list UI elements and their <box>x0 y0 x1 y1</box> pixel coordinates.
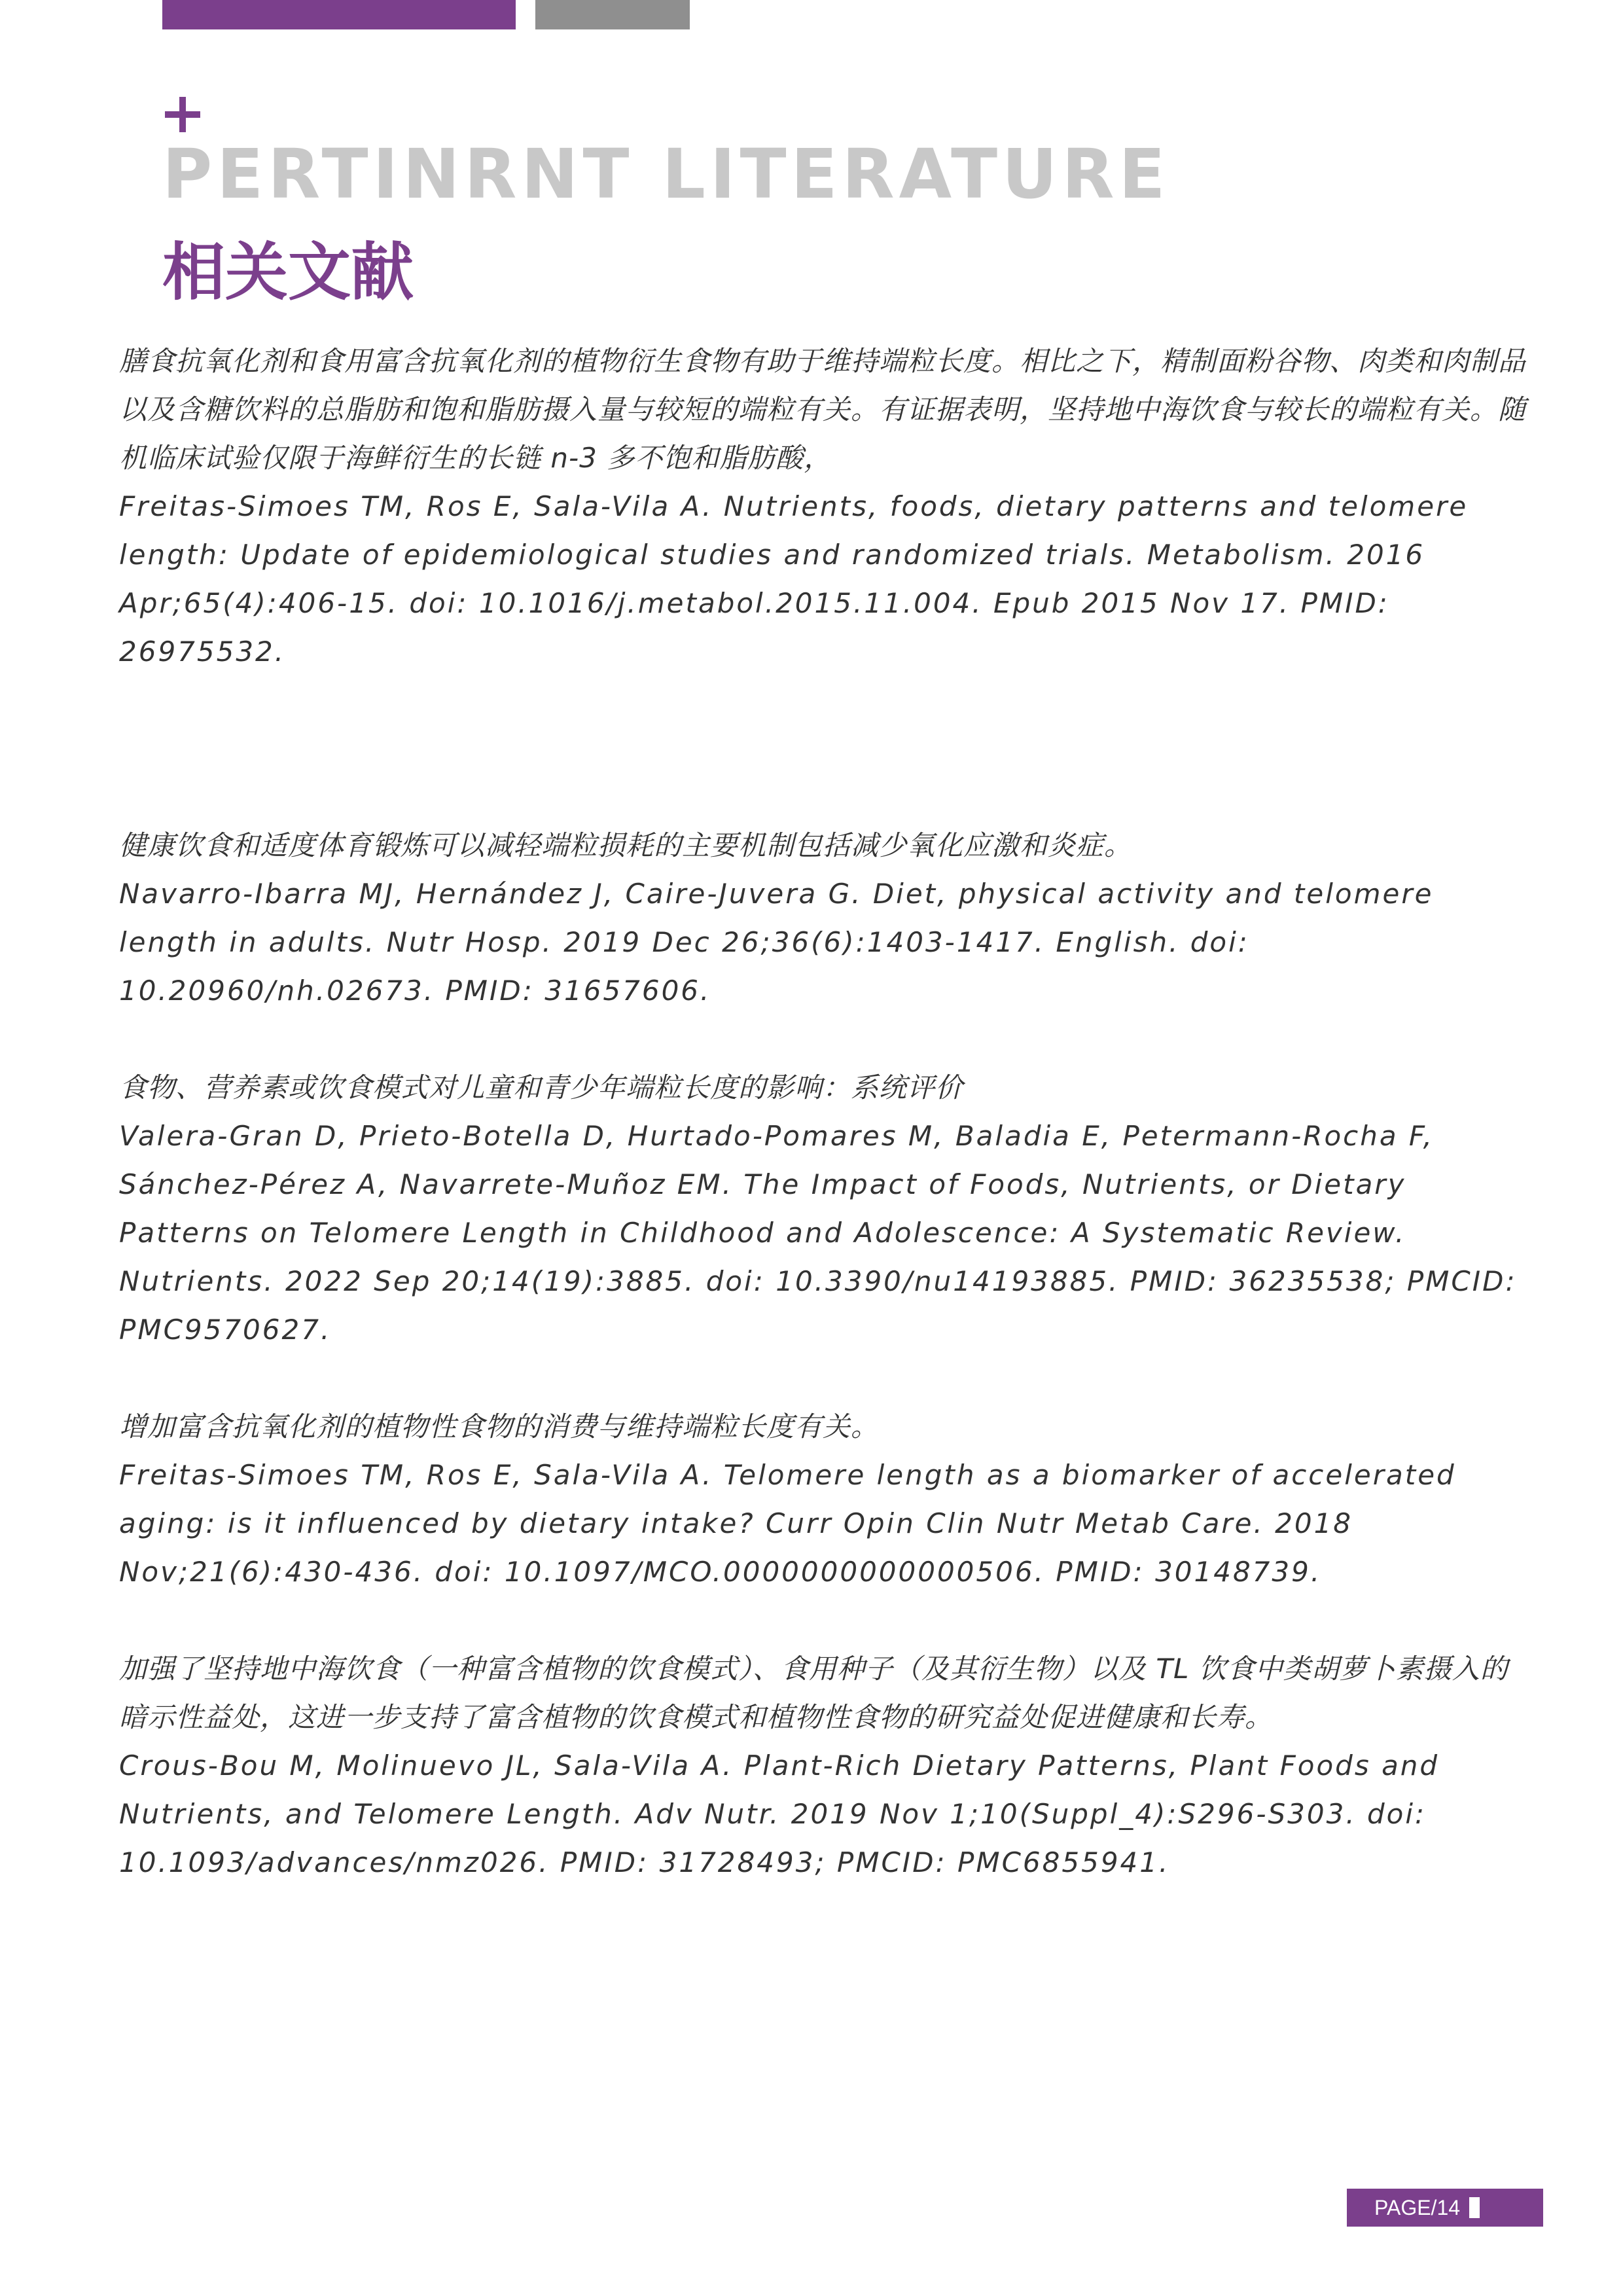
top-accent-bar <box>162 0 516 29</box>
reference-item <box>119 1645 1526 1887</box>
reference-citation: Navarro-Ibarra MJ, Hernández J, Caire-Juvera G. Diet, physical activity and telomere length in adults. Nutr Hosp. 2019 Dec 26;36(6):1403-1417. English. doi: 10.20960/nh.02673. PMID: 31657606. <box>119 878 1434 1007</box>
reference-item <box>119 821 1526 1015</box>
page-number: PAGE/14 <box>1374 2195 1461 2219</box>
reference-item <box>119 337 1526 676</box>
reference-citation: Crous-Bou M, Molinuevo JL, Sala-Vila A. Plant-Rich Dietary Patterns, Plant Foods and Nutrients, and Telomere Length. Adv Nutr. 2019 Nov 1;10(Suppl_4):S296-S303. doi: 10.1093/advances/nmz026. PMID: 31728493; PMCID: PMC6855941. <box>119 1749 1440 1878</box>
page-marker-icon <box>1469 2197 1480 2218</box>
reference-item <box>119 1064 1526 1354</box>
page-number-badge <box>1347 2189 1543 2227</box>
top-secondary-bar <box>535 0 690 29</box>
reference-summary: 增加富含抗氧化剂的植物性食物的消费与维持端粒长度有关。 <box>119 1410 880 1443</box>
reference-summary: 食物、营养素或饮食模式对儿童和青少年端粒长度的影响：系统评价 <box>119 1071 964 1103</box>
plus-icon <box>165 97 200 132</box>
reference-citation: Freitas-Simoes TM, Ros E, Sala-Vila A. Telomere length as a biomarker of accelerated aging: is it influenced by dietary intake? Curr Opin Clin Nutr Metab Care. 2018 Nov;21(6):430-436. doi: 10.1097/MCO.0000000000000506. PMID: 30148739. <box>119 1459 1456 1588</box>
reference-citation: Valera-Gran D, Prieto-Botella D, Hurtado-Pomares M, Baladia E, Petermann-Rocha F, Sánchez-Pérez A, Navarrete-Muñoz EM. The Impact of Foods, Nutrients, or Dietary Patterns on Telomere Length in Childhood and Adolescence: A Systematic Review. Nutrients. 2022 Sep 20;14(19):3885. doi: 10.3390/nu14193885. PMID: 36235538; PMCID: PMC9570627. <box>119 1120 1517 1346</box>
page-title-en: PERTINRNT LITERATURE <box>162 134 1170 214</box>
reference-summary: 加强了坚持地中海饮食（一种富含植物的饮食模式）、食用种子（及其衍生物）以及 TL 饮食中类胡萝卜素摄入的暗示性益处，这进一步支持了富含植物的饮食模式和植物性食物的研究益处促进健康和长寿。 <box>119 1653 1508 1733</box>
references-list <box>119 337 1526 1887</box>
reference-citation: Freitas-Simoes TM, Ros E, Sala-Vila A. Nutrients, foods, dietary patterns and telomere length: Update of epidemiological studies and randomized trials. Metabolism. 2016 Apr;65(4):406-15. doi: 10.1016/j.metabol.2015.11.004. Epub 2015 Nov 17. PMID: 26975532. <box>119 490 1469 668</box>
reference-item <box>119 1403 1526 1596</box>
page-title-zh: 相关文献 <box>162 236 414 309</box>
reference-summary: 健康饮食和适度体育锻炼可以减轻端粒损耗的主要机制包括减少氧化应激和炎症。 <box>119 829 1133 861</box>
reference-summary: 膳食抗氧化剂和食用富含抗氧化剂的植物衍生食物有助于维持端粒长度。相比之下，精制面粉谷物、肉类和肉制品以及含糖饮料的总脂肪和饱和脂肪摄入量与较短的端粒有关。有证据表明，坚持地中海饮食与较长的端粒有关。随机临床试验仅限于海鲜衍生的长链 n-3 多不饱和脂肪酸， <box>119 345 1527 474</box>
